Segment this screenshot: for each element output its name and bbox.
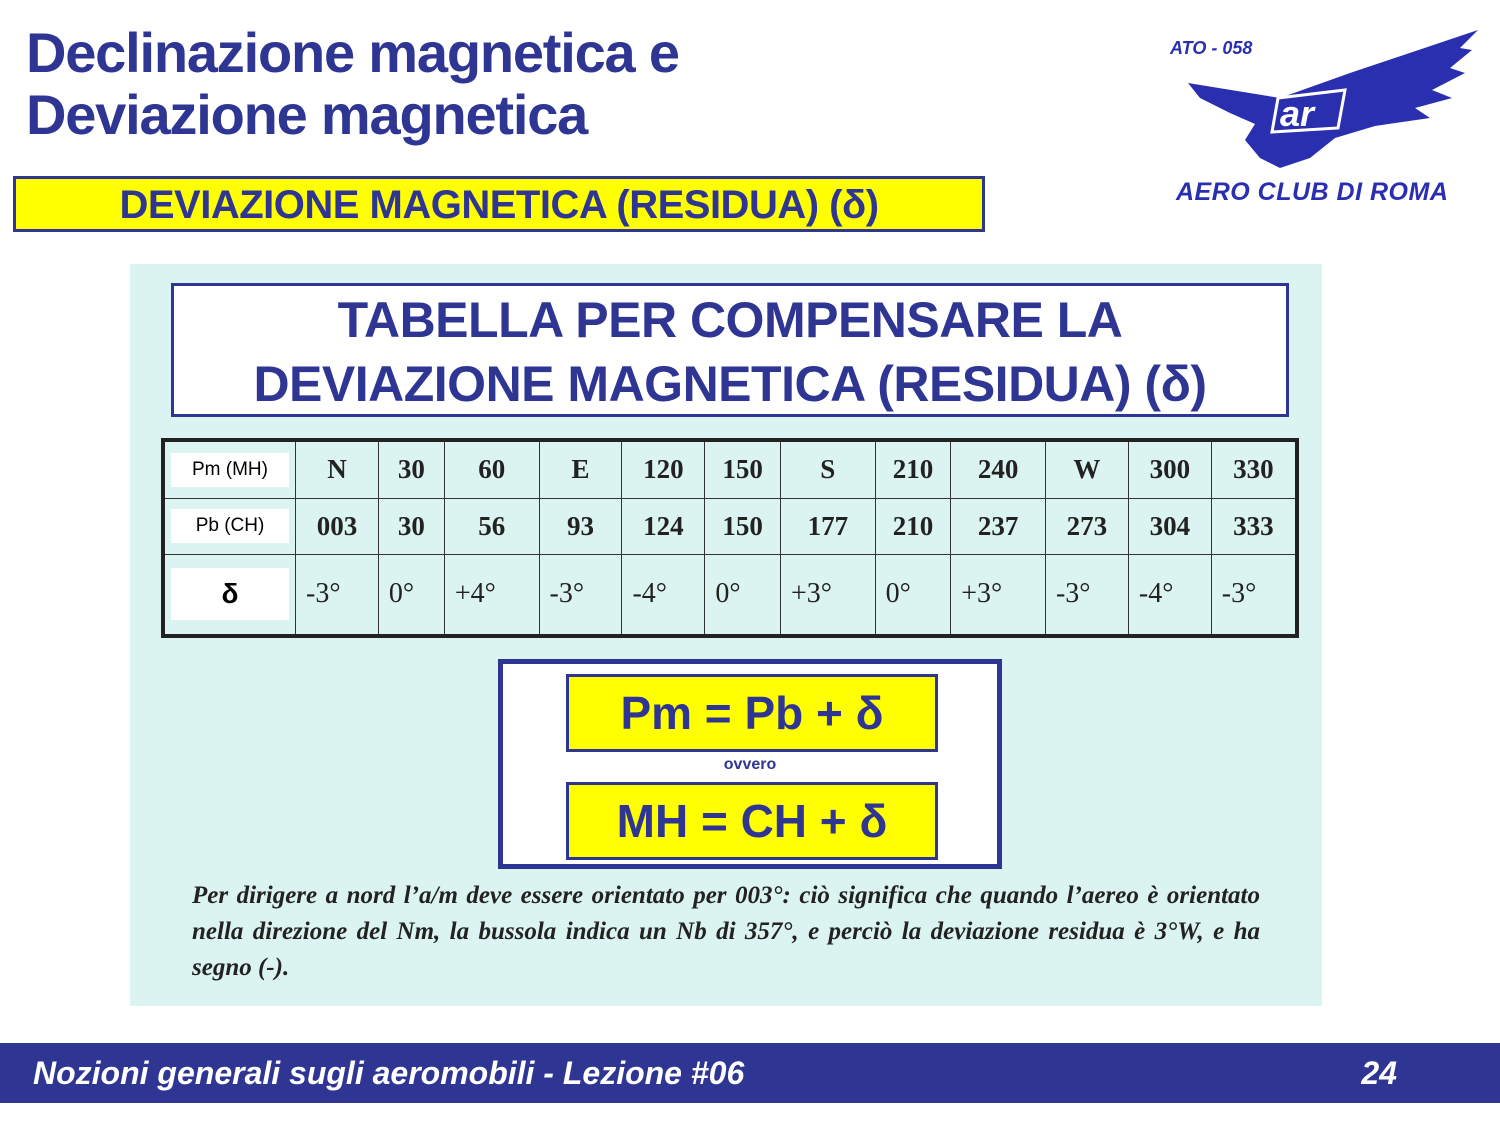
- table-cell: 003: [296, 498, 379, 554]
- svg-text:ar: ar: [1280, 93, 1315, 134]
- table-cell: 330: [1211, 440, 1297, 498]
- title-line-2: Deviazione magnetica: [26, 83, 588, 146]
- table-cell: -4°: [1128, 554, 1211, 636]
- table-cell: -3°: [296, 554, 379, 636]
- table-cell: W: [1045, 440, 1128, 498]
- table-cell: N: [296, 440, 379, 498]
- table-cell: 0°: [875, 554, 951, 636]
- slide-title: [26, 22, 679, 146]
- logo-ato-code: ATO - 058: [1170, 38, 1253, 58]
- table-cell: S: [780, 440, 875, 498]
- table-cell: 177: [780, 498, 875, 554]
- table-cell: 304: [1128, 498, 1211, 554]
- table-cell: 0°: [378, 554, 444, 636]
- table-cell: 210: [875, 440, 951, 498]
- formula-pm-pb: Pm = Pb + δ: [566, 674, 938, 752]
- aero-club-logo: [1160, 28, 1485, 213]
- table-cell: 93: [539, 498, 622, 554]
- formula-connector: ovvero: [723, 756, 777, 773]
- table-cell: 0°: [705, 554, 781, 636]
- table-cell: 210: [875, 498, 951, 554]
- table-cell: -3°: [539, 554, 622, 636]
- formula-mh-ch: MH = CH + δ: [566, 782, 938, 860]
- table-cell: 150: [705, 498, 781, 554]
- table-cell: 240: [951, 440, 1046, 498]
- deviation-table: [161, 438, 1299, 638]
- formula-box: [498, 659, 1002, 869]
- table-title: TABELLA PER COMPENSARE LA DEVIAZIONE MAGNETICA (RESIDUA) (δ): [171, 283, 1289, 417]
- table-cell: 124: [622, 498, 705, 554]
- footer-title: Nozioni generali sugli aeromobili - Lezione #06: [33, 1055, 745, 1091]
- subtitle-banner: DEVIAZIONE MAGNETICA (RESIDUA) (δ): [13, 176, 985, 232]
- logo-club-name: AERO CLUB DI ROMA: [1176, 178, 1449, 206]
- table-cell: 60: [444, 440, 539, 498]
- table-cell: 300: [1128, 440, 1211, 498]
- table-cell: -3°: [1045, 554, 1128, 636]
- row-label: Pm (MH): [163, 440, 296, 498]
- table-row: [163, 440, 1297, 498]
- table-cell: 273: [1045, 498, 1128, 554]
- content-panel: [130, 264, 1322, 1006]
- row-label: δ: [163, 554, 296, 636]
- table-cell: +4°: [444, 554, 539, 636]
- footer-bar: [0, 1043, 1500, 1103]
- row-label: Pb (CH): [163, 498, 296, 554]
- table-cell: +3°: [951, 554, 1046, 636]
- table-cell: 30: [378, 440, 444, 498]
- table-cell: 237: [951, 498, 1046, 554]
- table-cell: 150: [705, 440, 781, 498]
- table-cell: 333: [1211, 498, 1297, 554]
- table-cell: E: [539, 440, 622, 498]
- explanation-note: Per dirigere a nord l’a/m deve essere orientato per 003°: ciò significa che quando l’aereo è orientato nella direzione del Nm, la bussola indica un Nb di 357°, e perciò la deviazione residua è 3°W, e ha segno (-).: [192, 882, 1260, 981]
- table-row: [163, 498, 1297, 554]
- table-cell: -3°: [1211, 554, 1297, 636]
- table-row: [163, 554, 1297, 636]
- table-cell: -4°: [622, 554, 705, 636]
- table-cell: 30: [378, 498, 444, 554]
- table-cell: 120: [622, 440, 705, 498]
- title-line-1: Declinazione magnetica e: [26, 21, 679, 84]
- table-cell: 56: [444, 498, 539, 554]
- table-cell: +3°: [780, 554, 875, 636]
- page-number: 24: [1361, 1055, 1397, 1091]
